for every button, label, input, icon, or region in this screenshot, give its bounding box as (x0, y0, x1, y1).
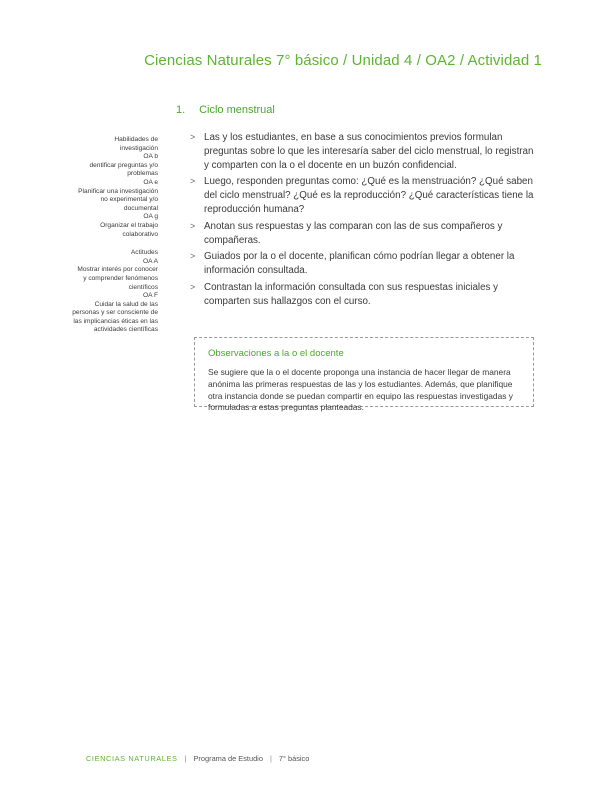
sidebar-line: las implicancias éticas en las (73, 317, 158, 325)
list-item (190, 281, 538, 309)
list-item-text: Contrastan la información consultada con sus respuestas iniciales y comparten sus hallazgos con el curso. (204, 281, 499, 307)
page-header-title: Ciencias Naturales 7° básico / Unidad 4 / OA2 / Actividad 1 (144, 52, 542, 69)
sidebar-line: documental (123, 204, 158, 212)
footer-brand: CIENCIAS NATURALES (86, 754, 178, 763)
list-item (190, 131, 538, 172)
sidebar-line: Habilidades de (114, 136, 158, 143)
section-heading (176, 104, 275, 116)
sidebar-line: OA g (143, 213, 158, 221)
list-item-text: Guiados por la o el docente, planifican cómo podrían llegar a obtener la información consultada. (204, 251, 515, 277)
sidebar-line: OA b (143, 153, 158, 161)
sidebar-line: OA e (143, 178, 158, 186)
sidebar-line: personas y ser consciente de (72, 309, 158, 317)
objectives-sidebar (62, 136, 158, 345)
sidebar-line: Planificar una investigación (78, 187, 158, 195)
sidebar-line: OA F (142, 292, 158, 300)
sidebar-line: Actitudes (130, 249, 158, 257)
sidebar-line: científicos (128, 283, 158, 291)
list-item-text: Las y los estudiantes, en base a sus conocimientos previos formulan preguntas sobre lo que les interesaría saber del ciclo menstrual, lo registran y comparten con la o el docente en un buzón confidencial. (204, 132, 534, 171)
chevron-right-icon: > (190, 220, 196, 231)
list-item-text: Anotan sus respuestas y las comparan con las de sus compañeros y compañeras. (204, 220, 503, 246)
sidebar-line: Organizar el trabajo (100, 221, 158, 229)
sidebar-line: investigación (119, 144, 158, 152)
sidebar-line: Mostrar interés por conocer (77, 266, 158, 274)
attitudes-group (62, 249, 158, 335)
page-footer (86, 754, 309, 763)
footer-program: Programa de Estudio (193, 754, 263, 763)
list-item (190, 220, 538, 248)
sidebar-line: colaborativo (122, 230, 158, 238)
section-number: 1. (176, 104, 186, 116)
activity-steps-list (190, 131, 538, 312)
chevron-right-icon: > (190, 176, 196, 187)
sidebar-line: y comprender fenómenos (83, 274, 158, 282)
observations-body: Se sugiere que la o el docente proponga una instancia de hacer llegar de manera anónima las primeras respuestas de las y los estudiantes. Además, que planifique otra instancia donde se puedan compartir en equipo las respuestas investigadas y formuladas a estas preguntas planteadas. (208, 367, 513, 413)
chevron-right-icon: > (190, 132, 196, 142)
list-item (190, 175, 538, 216)
sidebar-line: OA A (142, 257, 158, 265)
list-item (190, 250, 538, 278)
sidebar-line: Cuidar la salud de las (94, 300, 158, 308)
sidebar-line: actividades científicas (93, 326, 158, 334)
footer-separator: | (269, 754, 272, 763)
chevron-right-icon: > (190, 251, 196, 262)
chevron-right-icon: > (190, 281, 196, 292)
skills-group (62, 136, 158, 239)
section-title: Ciclo menstrual (199, 104, 275, 116)
teacher-observations-box (194, 337, 534, 413)
list-item-text: Luego, responden preguntas como: ¿Qué es la menstruación? ¿Qué saben del ciclo menstrual? ¿Qué es la reproducción? ¿Qué características tiene la reproducción humana? (204, 176, 534, 215)
footer-grade: 7° básico (278, 754, 310, 763)
sidebar-line: dentificar preguntas y/o (89, 161, 158, 169)
sidebar-line: no experimental y/o (100, 196, 158, 204)
sidebar-line: problemas (127, 170, 158, 178)
observations-title: Observaciones a la o el docente (208, 348, 344, 359)
footer-separator: | (184, 754, 187, 763)
